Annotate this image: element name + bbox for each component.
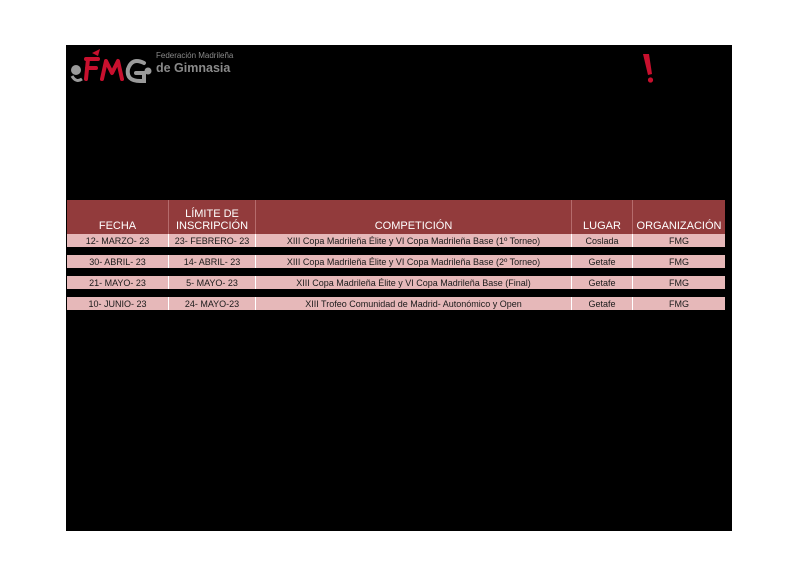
cell-lugar: Getafe bbox=[572, 297, 633, 310]
cell-competicion: XIII Copa Madrileña Élite y VI Copa Madrileña Base (1º Torneo) bbox=[256, 234, 572, 247]
cell-lugar: Coslada bbox=[572, 234, 633, 247]
cell-limite: 5- MAYO- 23 bbox=[169, 276, 256, 289]
cell-organizacion: FMG bbox=[669, 256, 689, 267]
table-row bbox=[67, 297, 725, 310]
col-organizacion: ORGANIZACIÓN bbox=[636, 220, 722, 233]
col-fecha: FECHA bbox=[67, 200, 169, 234]
cell-lugar: Getafe bbox=[572, 255, 633, 268]
cell-competicion: XIII Copa Madrileña Élite y VI Copa Madrileña Base (Final) bbox=[256, 276, 572, 289]
col-competicion: COMPETICIÓN bbox=[256, 200, 572, 234]
cell-competicion: XIII Copa Madrileña Élite y VI Copa Madrileña Base (2º Torneo) bbox=[256, 255, 572, 268]
cell-limite: 14- ABRIL- 23 bbox=[169, 255, 256, 268]
table-header bbox=[67, 200, 725, 234]
competition-calendar-table bbox=[67, 200, 725, 310]
col-lugar: LUGAR bbox=[572, 200, 633, 234]
cell-fecha: 21- MAYO- 23 bbox=[67, 276, 169, 289]
cell-fecha: 12- MARZO- 23 bbox=[67, 234, 169, 247]
table-row bbox=[67, 255, 725, 268]
cell-fecha: 10- JUNIO- 23 bbox=[67, 297, 169, 310]
exclamation-mark-icon bbox=[640, 52, 656, 84]
cell-organizacion: FMG bbox=[669, 277, 689, 288]
cell-limite: 23- FEBRERO- 23 bbox=[169, 234, 256, 247]
cell-limite: 24- MAYO-23 bbox=[169, 297, 256, 310]
org-line2: de Gimnasia bbox=[156, 61, 231, 75]
cell-fecha: 30- ABRIL- 23 bbox=[67, 255, 169, 268]
table-row bbox=[67, 276, 725, 289]
cell-organizacion: FMG bbox=[669, 298, 689, 309]
cell-lugar: Getafe bbox=[572, 276, 633, 289]
org-line1: Federación Madrileña bbox=[156, 51, 234, 60]
federation-name bbox=[156, 52, 233, 75]
table-row bbox=[67, 234, 725, 247]
cell-organizacion: FMG bbox=[669, 235, 689, 246]
cell-competicion: XIII Trofeo Comunidad de Madrid- Autonómico y Open bbox=[256, 297, 572, 310]
col-limite-inscripcion: LÍMITE DE INSCRIPCIÓN bbox=[169, 200, 256, 234]
